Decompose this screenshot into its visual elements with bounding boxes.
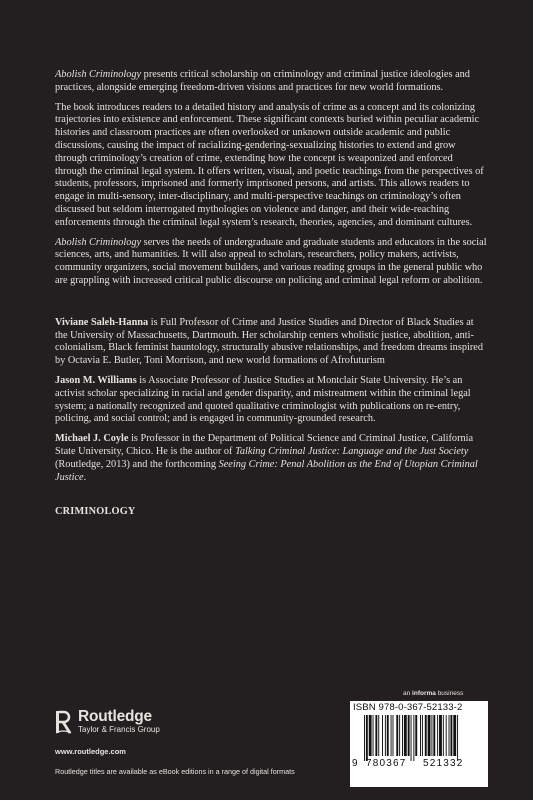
- blurb-paragraph-1: [55, 69, 487, 95]
- book-title: Abolish Criminology: [55, 69, 142, 80]
- publisher-url[interactable]: www.routledge.com: [55, 747, 126, 756]
- informa-business-tag: [403, 690, 463, 697]
- informa-prefix: an: [403, 690, 413, 697]
- book-title: Talking Criminal Justice: Language and the Just Society: [235, 445, 469, 457]
- author-bio-text: is Professor in the Department of Political Science and Criminal Justice, California State University, Chico. He is the author of: [55, 433, 474, 457]
- routledge-r-icon: [55, 710, 72, 734]
- blurb-text: serves the needs of undergraduate and graduate students and educators in the social sciences, arts, and humanities. It will also appeal to scholars, researchers, policy makers, activists, community organizers, social movement builders, and various reading groups in the general public who are grappling with increased critical public discourse on policing and criminal legal reform or abolition.: [55, 236, 487, 286]
- barcode-digits-right: 521332: [423, 758, 464, 769]
- barcode-digit-first: 9: [352, 758, 358, 769]
- ebook-note: Routledge titles are available as eBook editions in a range of digital formats: [55, 767, 295, 776]
- author-bio: [55, 375, 487, 426]
- blurb-paragraph-2: The book introduces readers to a detailed history and analysis of crime as a concept and its colonizing trajectories into existence and enforcement. These significant contexts buried within peculiar academic histories and classroom practices are often overlooked or unknown outside academic and public discussions, causing the impact of racializing-gendering-sexualizing histories to extend and grow through criminology’s creation of crime, extending how the concept is weaponized and enforced through the criminal legal system. It offers written, visual, and poetic teachings from the perspectives of students, professors, imprisoned and formerly imprisoned persons, and artists. This allows readers to engage in multi-sensory, inter-disciplinary, and multi-perspective teachings on criminology’s often discussed but seldom interrogated mythologies on violence and danger, and their wide-reaching enforcements through the criminal legal system’s research, theories, agencies, and dominant cultures.: [55, 101, 484, 228]
- barcode-graphic: [354, 715, 484, 761]
- author-bio-text: is Associate Professor of Justice Studies at Montclair State University. He’s an activist scholar specializing in racial and gender disparity, and mistreatment within the criminal legal system; a nationally recognized and quoted qualitative criminologist with publications on re-entry, policing, and social control; and is engaged in community-grounded research.: [55, 374, 471, 425]
- publisher-group: Taylor & Francis Group: [78, 725, 160, 734]
- author-bio-text: is Full Professor of Crime and Justice Studies and Director of Black Studies at the University of Massachusetts, Dartmouth. Her scholarship centers wholistic justice, abolition, anti-colonialism, Black feminist hauntology, structurally abusive relationships, and freedom dreams inspired by Octavia E. Butler, Toni Morrison, and new world formations of Afrofuturism: [55, 316, 483, 367]
- isbn-barcode-box: [350, 701, 488, 787]
- author-bio-text: (Routledge, 2013) and the forthcoming: [55, 458, 219, 470]
- subject-category: CRIMINOLOGY: [55, 506, 136, 518]
- author-bio-text: .: [83, 471, 87, 483]
- book-title: Abolish Criminology: [55, 236, 142, 248]
- author-name: Jason M. Williams: [55, 374, 137, 386]
- back-cover-text: [55, 69, 487, 526]
- informa-brand: informa: [412, 690, 436, 697]
- blurb-paragraph-3: [55, 237, 487, 288]
- blurb-text: presents critical scholarship on criminology and criminal justice ideologies and practices, alongside emerging freedom-driven visions and practices for new world formations.: [55, 69, 470, 93]
- author-bio: [55, 317, 487, 368]
- isbn-label: ISBN 978-0-367-52133-2: [353, 702, 463, 713]
- informa-suffix: business: [435, 690, 464, 697]
- barcode-digits-left: 780367: [366, 758, 407, 769]
- publisher-name: Routledge: [78, 708, 152, 725]
- author-name: Michael J. Coyle: [55, 433, 129, 445]
- publisher-logo: [55, 709, 160, 735]
- author-name: Viviane Saleh-Hanna: [55, 316, 149, 328]
- author-bio: [55, 433, 487, 484]
- book-title: Seeing Crime: Penal Abolition as the End of Utopian Criminal Justice: [55, 458, 478, 483]
